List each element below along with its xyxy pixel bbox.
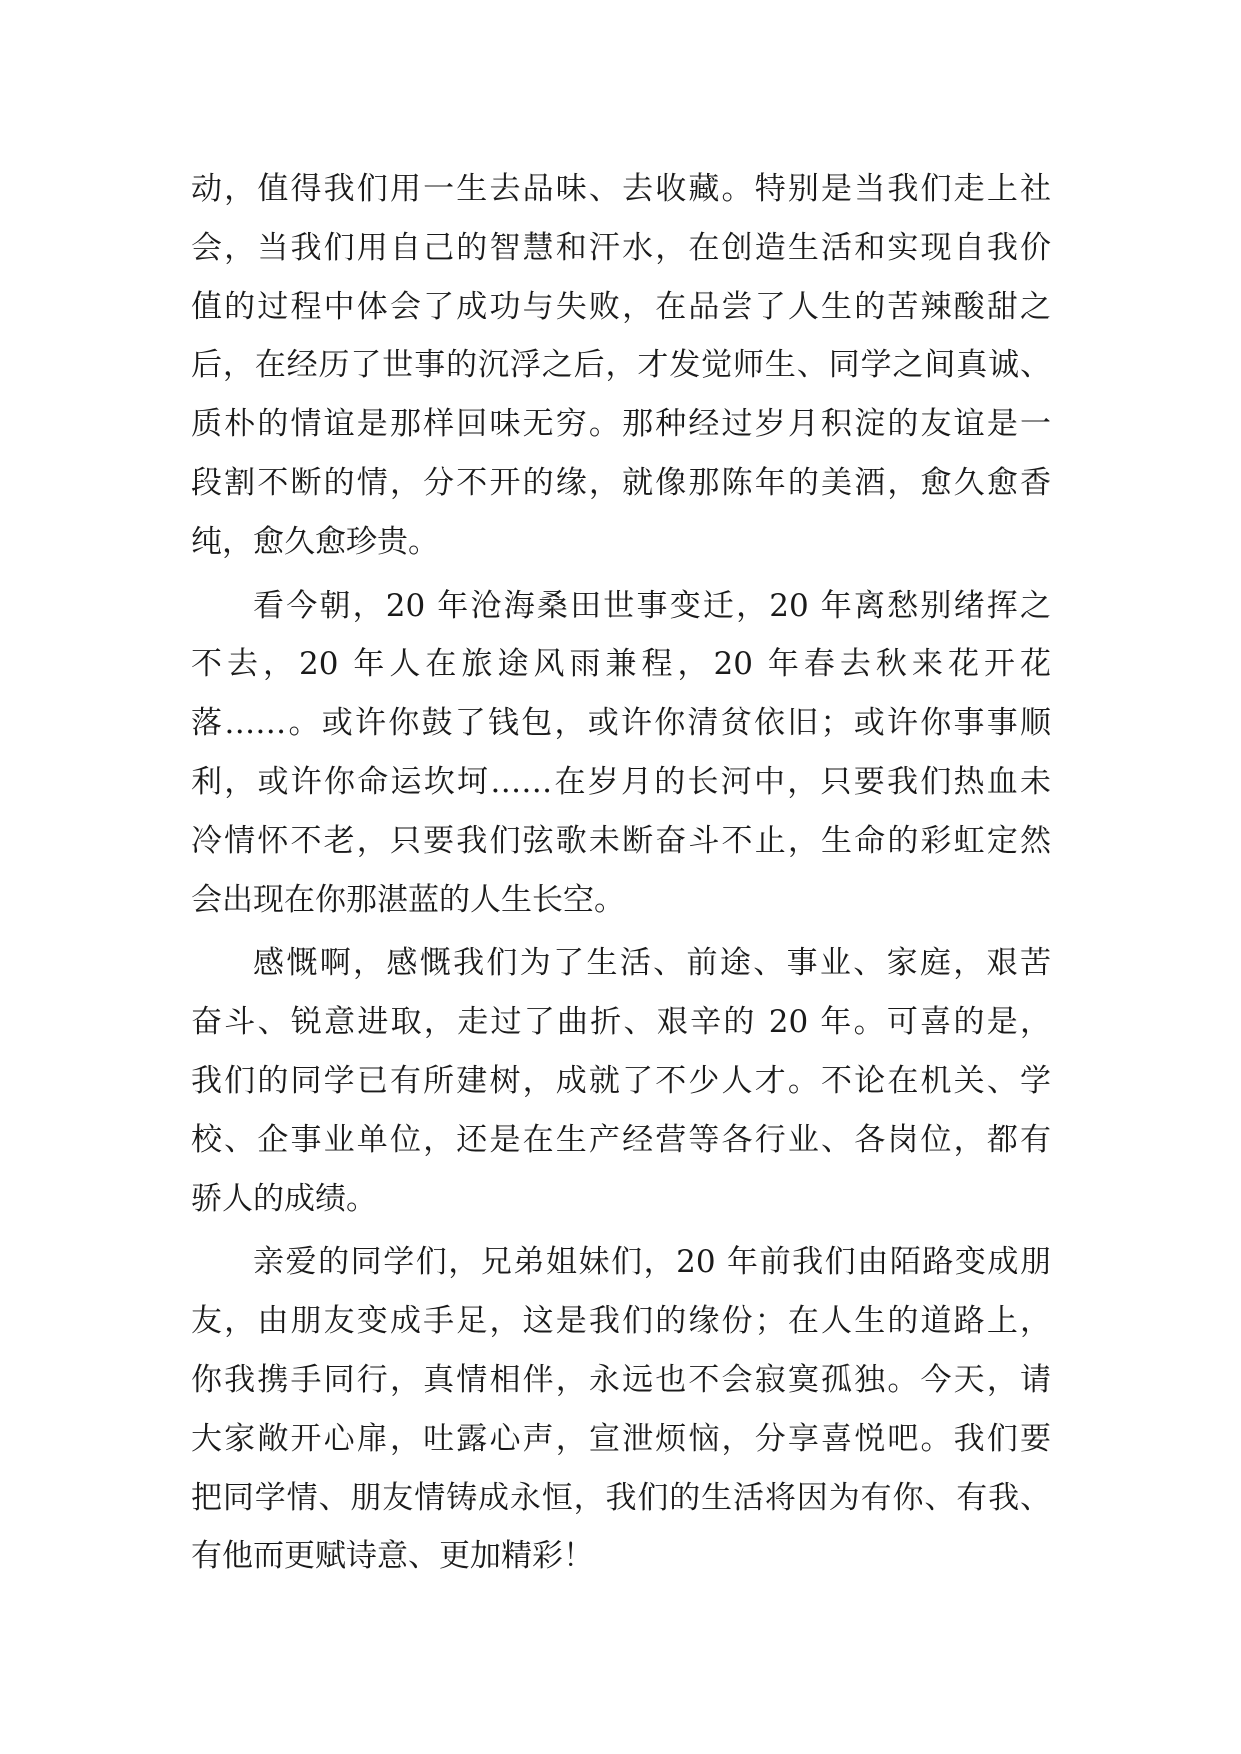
paragraph-4 xyxy=(191,1233,1051,1586)
text-line: 不去，20 年人在旅途风雨兼程，20 年春去秋来花开花 xyxy=(191,646,1051,683)
text-line: 校、企事业单位，还是在生产经营等各行业、各岗位，都有 xyxy=(191,1121,1051,1158)
text-line: 友，由朋友变成手足，这是我们的缘份；在人生的道路上， xyxy=(191,1303,1051,1340)
text-line: 亲爱的同学们，兄弟姐妹们，20 年前我们由陌路变成朋 xyxy=(253,1244,1051,1281)
paragraph-2 xyxy=(191,577,1051,930)
text-line: 把同学情、朋友情铸成永恒，我们的生活将因为有你、有我、 xyxy=(191,1479,1051,1516)
paragraph-3 xyxy=(191,934,1051,1228)
text-line: 你我携手同行，真情相伴，永远也不会寂寞孤独。今天，请 xyxy=(191,1361,1051,1398)
text-line: 大家敞开心扉，吐露心声，宣泄烦恼，分享喜悦吧。我们要 xyxy=(191,1420,1051,1457)
text-line: 会出现在你那湛蓝的人生长空。 xyxy=(191,881,625,918)
paragraph-1 xyxy=(191,160,1051,572)
text-line: 值的过程中体会了成功与失败，在品尝了人生的苦辣酸甜之 xyxy=(191,288,1051,325)
text-line: 奋斗、锐意进取，走过了曲折、艰辛的 20 年。可喜的是， xyxy=(191,1004,1051,1041)
text-line: 冷情怀不老，只要我们弦歌未断奋斗不止，生命的彩虹定然 xyxy=(191,822,1051,859)
text-line: 后，在经历了世事的沉浮之后，才发觉师生、同学之间真诚、 xyxy=(191,347,1051,384)
text-line: 有他而更赋诗意、更加精彩！ xyxy=(191,1538,594,1575)
text-line: 感慨啊，感慨我们为了生活、前途、事业、家庭，艰苦 xyxy=(253,945,1051,982)
text-line: 纯，愈久愈珍贵。 xyxy=(191,523,439,560)
text-line: 动，值得我们用一生去品味、去收藏。特别是当我们走上社 xyxy=(191,171,1051,207)
text-line: 我们的同学已有所建树，成就了不少人才。不论在机关、学 xyxy=(191,1062,1051,1099)
text-line: 段割不断的情，分不开的缘，就像那陈年的美酒，愈久愈香 xyxy=(191,464,1051,501)
text-line: 利，或许你命运坎坷……在岁月的长河中，只要我们热血未 xyxy=(191,763,1051,800)
text-line: 会，当我们用自己的智慧和汗水，在创造生活和实现自我价 xyxy=(191,229,1051,266)
text-line: 看今朝，20 年沧海桑田世事变迁，20 年离愁别绪挥之 xyxy=(253,587,1051,624)
text-line: 骄人的成绩。 xyxy=(191,1180,377,1217)
text-line: 落……。或许你鼓了钱包，或许你清贫依旧；或许你事事顺 xyxy=(191,705,1051,742)
document-body xyxy=(191,160,1051,1586)
text-line: 质朴的情谊是那样回味无穷。那种经过岁月积淀的友谊是一 xyxy=(191,406,1051,443)
